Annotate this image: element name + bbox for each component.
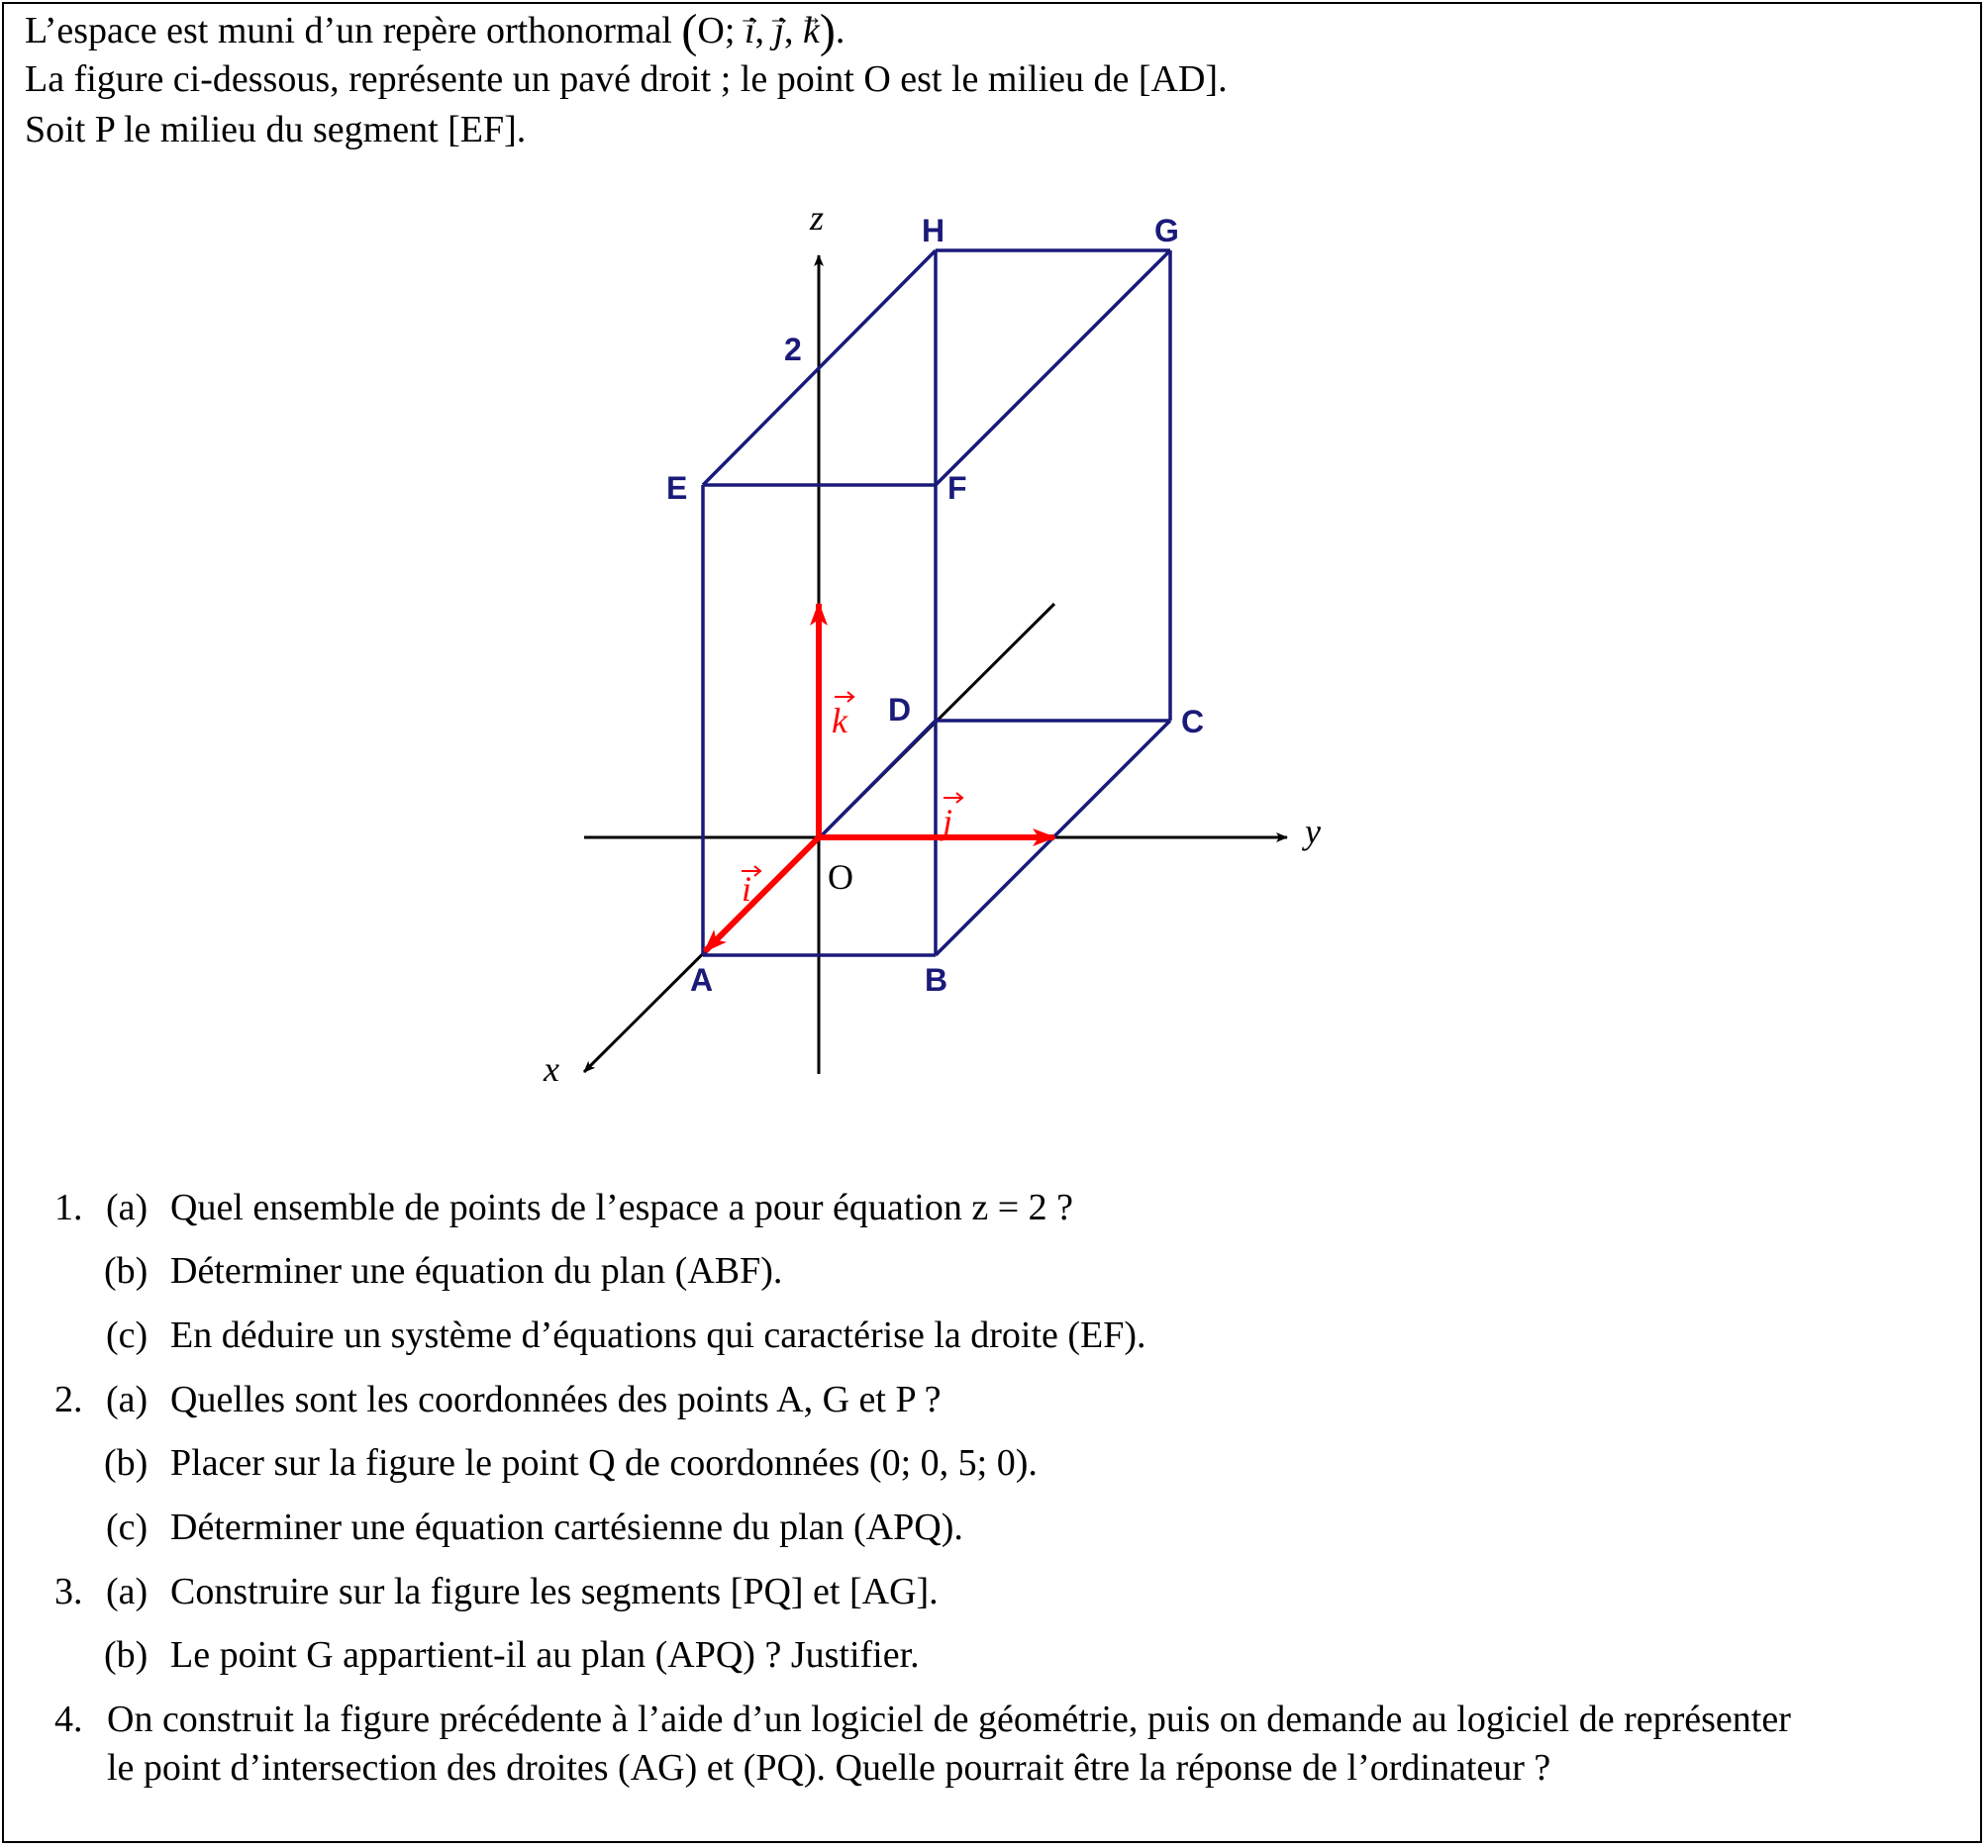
intro-line-2: La figure ci-dessous, représente un pavé droit ; le point O est le milieu de [AD].	[25, 58, 1228, 100]
question-2c-text: Déterminer une équation cartésienne du plan (APQ).	[170, 1507, 963, 1548]
question-3b-text: Le point G appartient-il au plan (APQ) ? Justifier.	[170, 1634, 920, 1676]
question-4-text-line-1: On construit la figure précédente à l’aide d’un logiciel de géométrie, puis on demande au logiciel de représenter	[107, 1699, 1791, 1740]
label-vector-j: j	[943, 802, 953, 841]
question-3a-label: (a)	[106, 1571, 149, 1612]
label-axis-z: z	[810, 198, 825, 238]
question-1b-label: (b)	[104, 1250, 149, 1292]
intro-line-1: L’espace est muni d’un repère orthonormal (O; → i, → j, → k).	[25, 6, 845, 55]
frame-origin: O	[697, 10, 725, 51]
question-1a-label: (a)	[106, 1187, 149, 1228]
label-vector-i: i	[742, 869, 752, 909]
vector-k-symbol: → k	[803, 6, 820, 55]
question-4-number: 4.	[54, 1699, 83, 1740]
paren-close: )	[819, 5, 836, 57]
question-2c-label: (c)	[106, 1507, 149, 1548]
label-point-f: F	[947, 470, 967, 506]
label-tick-z-2: 2	[784, 332, 802, 367]
question-2-number: 2.	[54, 1379, 83, 1420]
label-point-d: D	[888, 692, 912, 728]
question-2a-label: (a)	[106, 1379, 149, 1420]
label-vector-k: k	[832, 701, 847, 740]
intro-line-1-text: L’espace est muni d’un repère orthonormal	[25, 10, 682, 51]
label-point-g: G	[1154, 213, 1179, 248]
label-origin: O	[828, 857, 853, 897]
label-point-h: H	[922, 213, 945, 248]
question-1b-text: Déterminer une équation du plan (ABF).	[170, 1250, 783, 1292]
label-point-e: E	[666, 470, 688, 506]
question-1-number: 1.	[54, 1187, 83, 1228]
label-point-c: C	[1181, 704, 1205, 739]
label-point-b: B	[925, 962, 948, 998]
label-point-a: A	[690, 962, 714, 998]
question-1c-text: En déduire un système d’équations qui caractérise la droite (EF).	[170, 1314, 1146, 1356]
question-4-text-line-2: le point d’intersection des droites (AG) et (PQ). Quelle pourrait être la réponse de l’ordinateur ?	[107, 1747, 1551, 1789]
question-1c-label: (c)	[106, 1314, 149, 1356]
question-3-number: 3.	[54, 1571, 83, 1612]
question-3a-text: Construire sur la figure les segments [PQ] et [AG].	[170, 1571, 939, 1612]
intro-line-3: Soit P le milieu du segment [EF].	[25, 109, 527, 150]
vector-j-symbol: → j	[773, 6, 784, 55]
paren-open: (	[681, 5, 698, 57]
label-axis-x: x	[544, 1049, 559, 1089]
question-2b-label: (b)	[104, 1442, 149, 1484]
intro-line-1-end: .	[835, 10, 845, 51]
question-2b-text: Placer sur la figure le point Q de coordonnées (0; 0, 5; 0).	[170, 1442, 1038, 1484]
label-axis-y: y	[1305, 812, 1321, 851]
question-2a-text: Quelles sont les coordonnées des points A, G et P ?	[170, 1379, 942, 1420]
vector-i-symbol: → i	[745, 6, 755, 55]
question-3b-label: (b)	[104, 1634, 149, 1676]
question-1a-text: Quel ensemble de points de l’espace a pour équation z = 2 ?	[170, 1187, 1073, 1228]
